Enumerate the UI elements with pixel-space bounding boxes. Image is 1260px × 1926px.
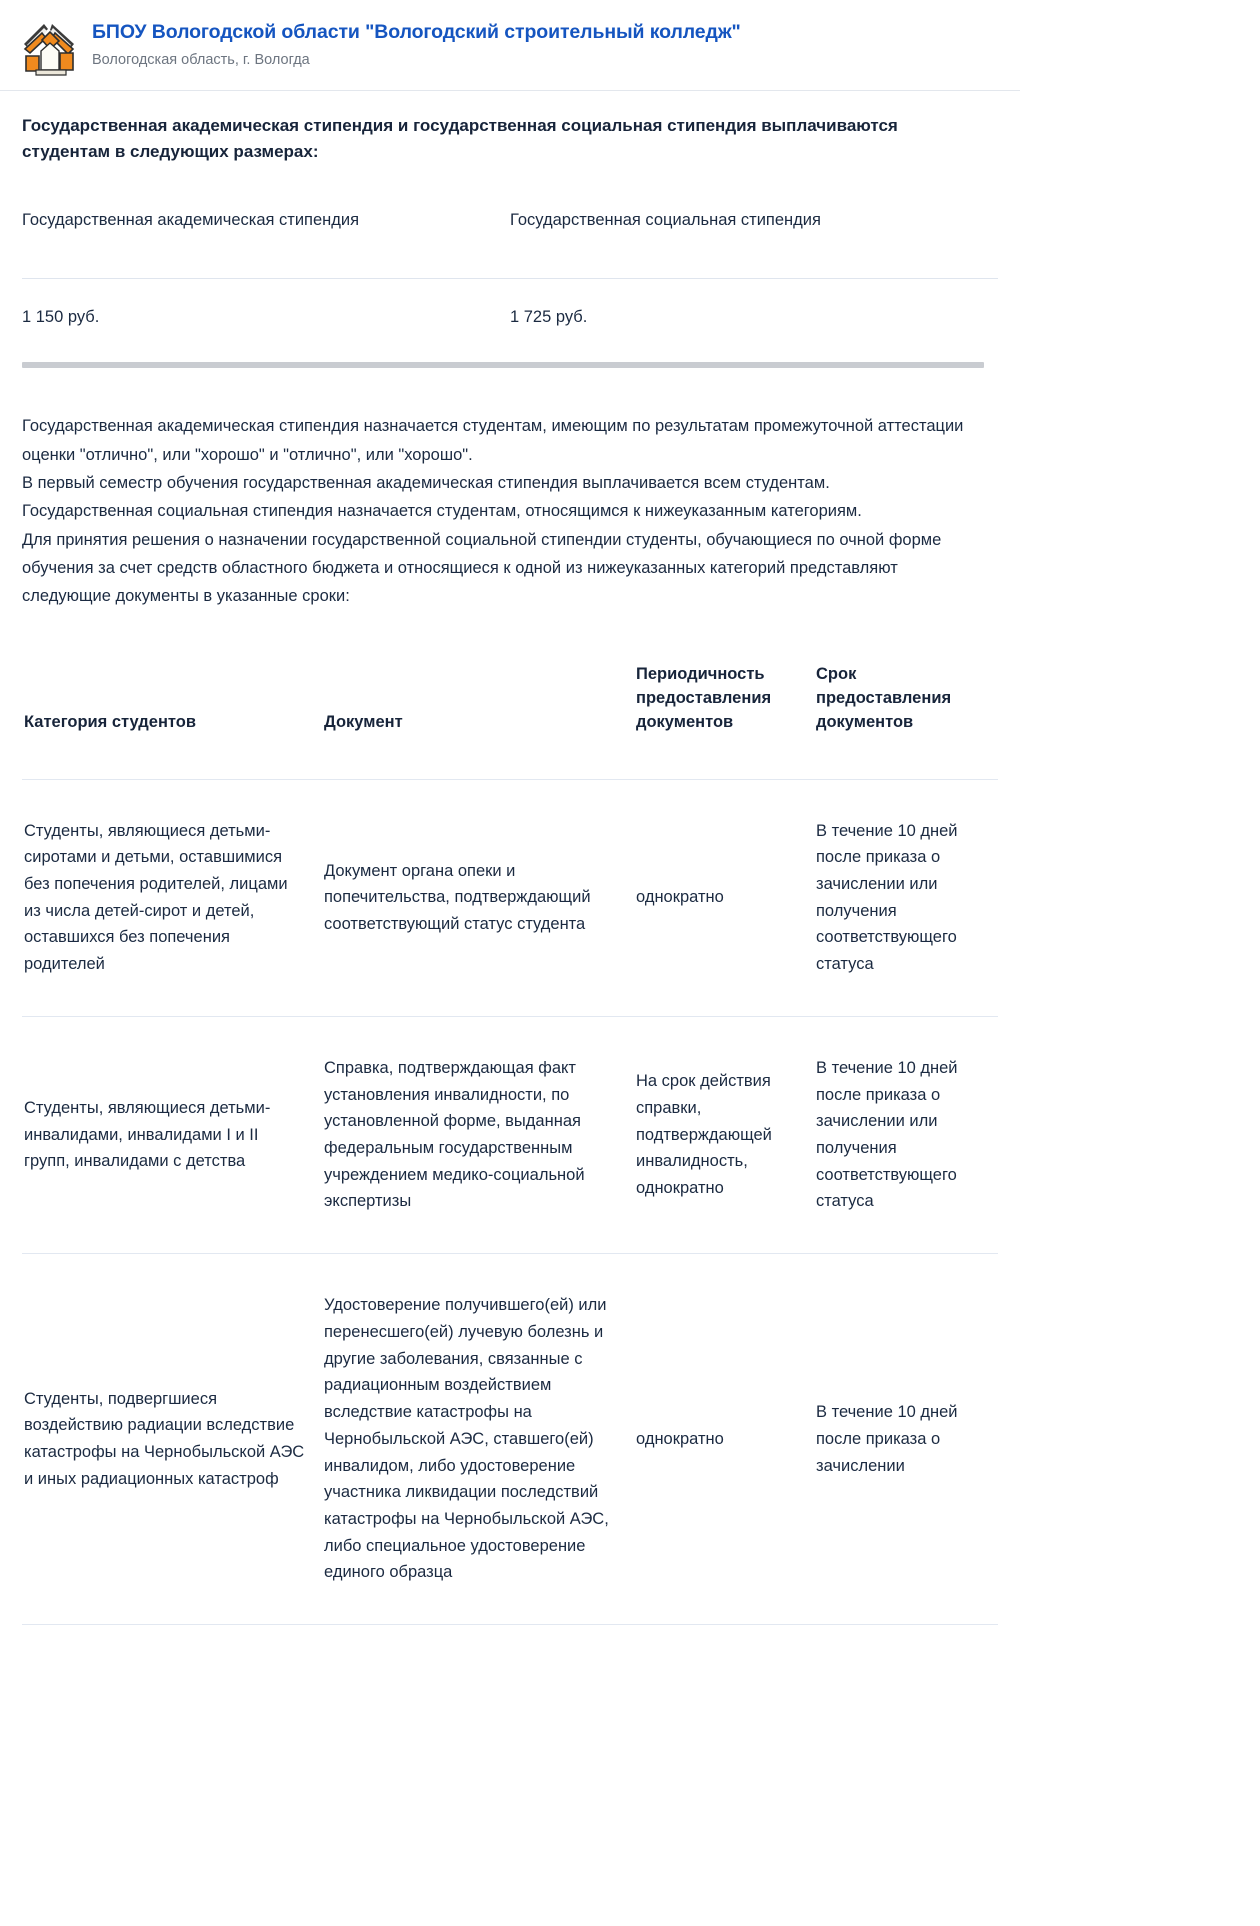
requirements-table-section [0, 663, 1020, 1625]
stipend-header-social: Государственная социальная стипендия [510, 210, 821, 229]
cell-document: Справка, подтверждающая факт установления инвалидности, по установленной форме, выданная федеральным государственным учреждением медико-социальной экспертизы [322, 1016, 634, 1253]
site-subtitle: Вологодская область, г. Вологда [92, 52, 310, 69]
cell-document: Удостоверение получившего(ей) или перенесшего(ей) лучевую болезнь и другие заболевания, связанные с радиационным воздействием вследствие катастрофы на Чернобыльской АЭС, ставшего(ей) инвалидом, либо удостоверение участника ликвидации последствий катастрофы на Чернобыльской АЭС, либо специальное удостоверение единого образца [322, 1254, 634, 1625]
stipend-amounts-section [0, 208, 1020, 339]
body-paragraph-3: Государственная социальная стипендия назначается студентам, относящимся к нижеуказанным категориям. [22, 502, 862, 521]
cell-periodicity: однократно [634, 1254, 814, 1625]
table-row [22, 779, 998, 1016]
cell-term: В течение 10 дней после приказа о зачислении или получения соответствующего статуса [814, 779, 998, 1016]
column-header-periodicity: Периодичность предоставления документов [634, 663, 814, 779]
table-body [22, 779, 998, 1625]
body-paragraph-2: В первый семестр обучения государственная академическая стипендия выплачивается всем студентам. [22, 473, 830, 492]
stipend-header-academic: Государственная академическая стипендия [22, 210, 360, 229]
requirements-table [22, 663, 998, 1625]
stipend-value-row [22, 279, 998, 338]
cell-term: В течение 10 дней после приказа о зачислении или получения соответствующего статуса [814, 1016, 998, 1253]
cell-category: Студенты, являющиеся детьми-инвалидами, инвалидами I и II групп, инвалидами с детства [22, 1016, 322, 1253]
stipend-value-academic: 1 150 руб. [22, 308, 100, 327]
cell-term: В течение 10 дней после приказа о зачислении [814, 1254, 998, 1625]
site-header [0, 0, 1020, 90]
house-building-logo-icon [22, 18, 78, 78]
stipend-header-row [22, 208, 998, 279]
table-header [22, 663, 998, 779]
body-paragraph-4: Для принятия решения о назначении государственной социальной стипендии студенты, обучающиеся по очной форме обучения за счет средств областного бюджета и относящиеся к одной из нижеуказанных категорий представляют следующие документы в указанные сроки: [22, 530, 942, 606]
table-row [22, 1016, 998, 1253]
column-header-category: Категория студентов [22, 663, 322, 779]
body-copy-section [0, 412, 1000, 611]
table-row [22, 1254, 998, 1625]
stipend-value-social: 1 725 руб. [510, 308, 588, 327]
cell-document: Документ органа опеки и попечительства, подтверждающий соответствующий статус студента [322, 779, 634, 1016]
body-paragraph-1: Государственная академическая стипендия назначается студентам, имеющим по результатам промежуточной аттестации оценки "отлично", или "хорошо" и "отлично", или "хорошо". [22, 417, 964, 464]
column-header-document: Документ [322, 663, 634, 779]
table-header-row [22, 663, 998, 779]
site-title: БПОУ Вологодской области "Вологодский строительный колледж" [92, 21, 741, 43]
cell-category: Студенты, подвергшиеся воздействию радиации вследствие катастрофы на Чернобыльской АЭС и иных радиационных катастроф [22, 1254, 322, 1625]
column-header-term: Срок предоставления документов [814, 663, 998, 779]
cell-periodicity: однократно [634, 779, 814, 1016]
header-text-block [92, 16, 741, 70]
lead-paragraph: Государственная академическая стипендия и государственная социальная стипендия выплачиваются студентам в следующих размерах: [22, 116, 898, 162]
cell-category: Студенты, являющиеся детьми-сиротами и детьми, оставшимися без попечения родителей, лицами из числа детей-сирот и детей, оставшихся без попечения родителей [22, 779, 322, 1016]
cell-periodicity: На срок действия справки, подтверждающей инвалидность, однократно [634, 1016, 814, 1253]
section-separator-thick [22, 362, 984, 368]
